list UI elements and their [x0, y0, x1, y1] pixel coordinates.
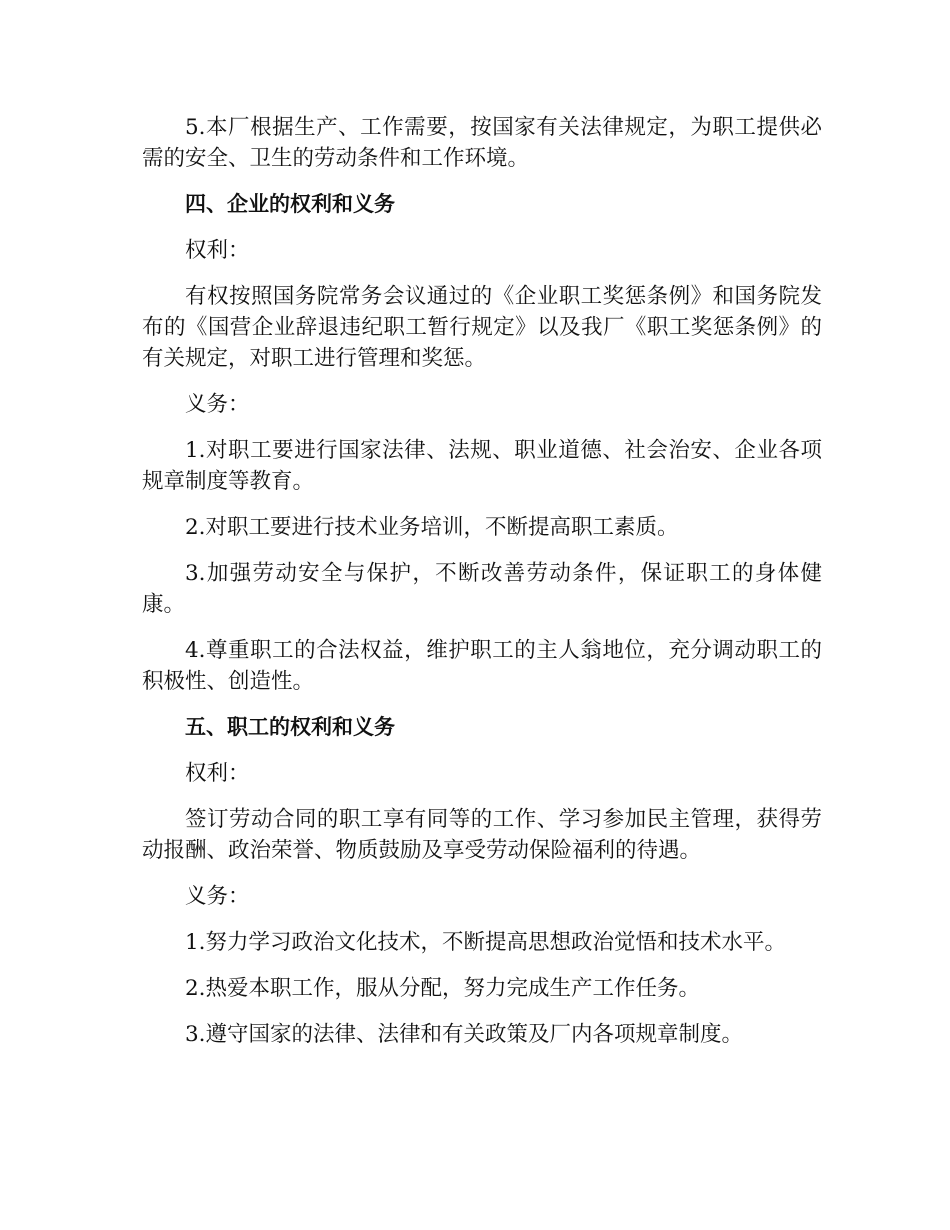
section4-duty-item: 4.尊重职工的合法权益，维护职工的主人翁地位，充分调动职工的积极性、创造性。: [142, 638, 822, 694]
section5-duties-label: 义务：: [185, 884, 250, 909]
section5-duty-item: 1.努力学习政治文化技术，不断提高思想政治觉悟和技术水平。: [185, 930, 787, 955]
section4-duty-item: 3.加强劳动安全与保护，不断改善劳动条件，保证职工的身体健康。: [142, 561, 822, 617]
section4-rights-text: 有权按照国务院常务会议通过的《企业职工奖惩条例》和国务院发布的《国营企业辞退违纪职工暂行规定》以及我厂《职工奖惩条例》的有关规定，对职工进行管理和奖惩。: [142, 284, 822, 371]
section4-rights-label: 权利：: [185, 238, 250, 263]
section3-item5: 5.本厂根据生产、工作需要，按国家有关法律规定，为职工提供必需的安全、卫生的劳动条件和工作环境。: [142, 115, 822, 171]
section4-heading: 四、企业的权利和义务: [185, 192, 395, 216]
section5-rights-text: 签订劳动合同的职工享有同等的工作、学习参加民主管理，获得劳动报酬、政治荣誉、物质鼓励及享受劳动保险福利的待遇。: [142, 807, 822, 863]
section5-heading: 五、职工的权利和义务: [185, 715, 395, 739]
document-body: [142, 112, 822, 1065]
section4-duty-item: 2.对职工要进行技术业务培训，不断提高职工素质。: [185, 515, 679, 540]
section5-rights-label: 权利：: [185, 761, 250, 786]
section4-duty-item: 1.对职工要进行国家法律、法规、职业道德、社会治安、企业各项规章制度等教育。: [142, 438, 822, 494]
section4-duties-label: 义务：: [185, 392, 250, 417]
section5-duty-item: 2.热爱本职工作，服从分配，努力完成生产工作任务。: [185, 976, 701, 1001]
section5-duty-item: 3.遵守国家的法律、法律和有关政策及厂内各项规章制度。: [185, 1022, 744, 1047]
